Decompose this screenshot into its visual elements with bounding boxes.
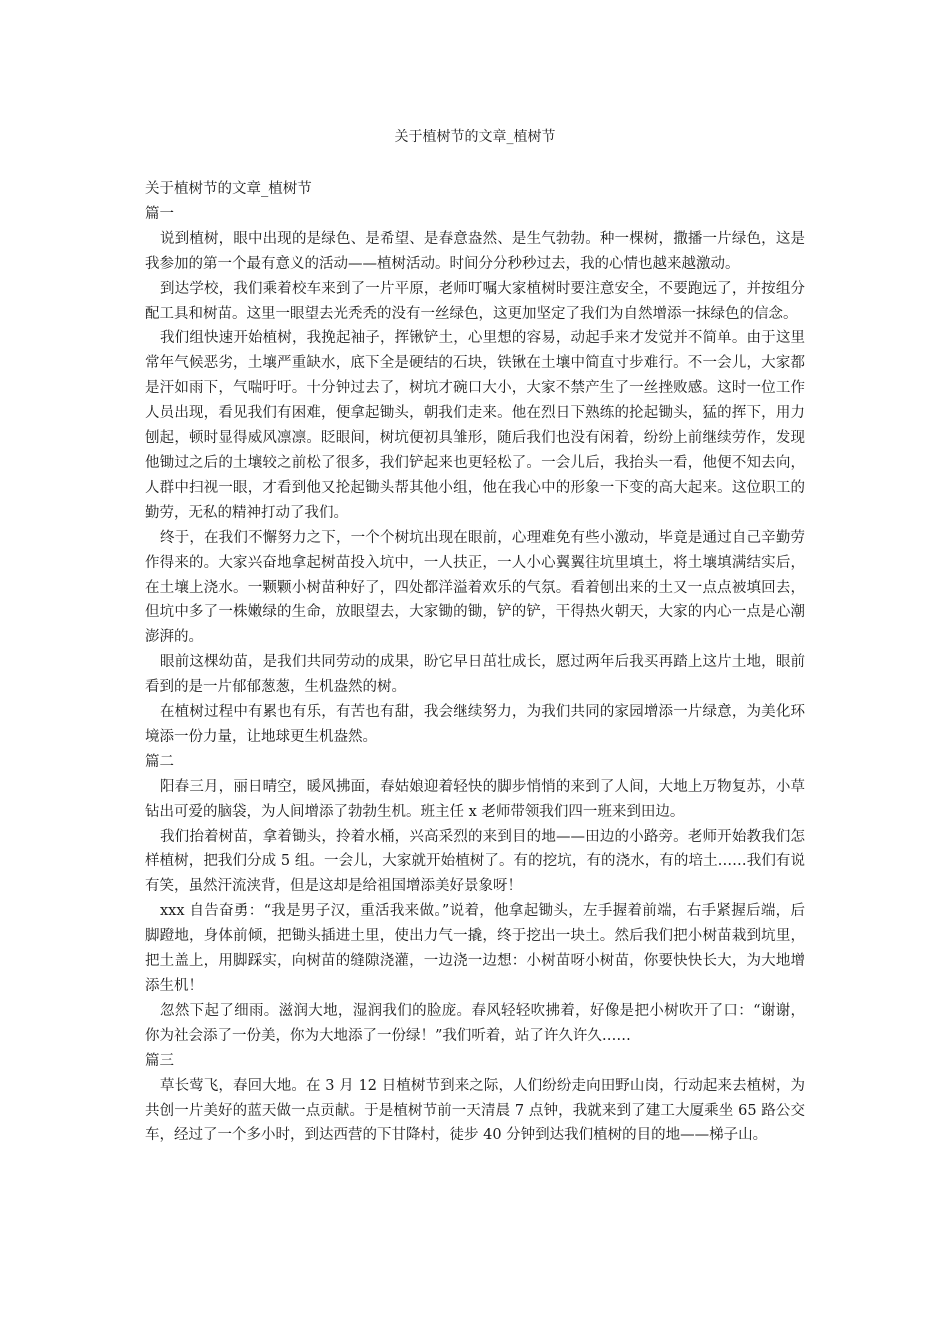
section-label: 篇一 xyxy=(145,205,174,222)
paragraph: 忽然下起了细雨。滋润大地，湿润我们的脸庞。春风轻轻吹拂着，好像是把小树吹开了口：“谢谢，你为社会添了一份美，你为大地添了一份绿！”我们听着，站了许久许久…… xyxy=(145,1002,805,1044)
paragraph: 我们抬着树苗，拿着锄头，拎着水桶，兴高采烈的来到目的地——田边的小路旁。老师开始教我们怎样植树，把我们分成 5 组。一会儿，大家就开始植树了。有的挖坑，有的浇水，有的培土……我们有说有笑，虽然汗流浃背，但是这却是给祖国增添美好景象呀！ xyxy=(145,828,805,895)
paragraph: 阳春三月，丽日晴空，暖风拂面，春姑娘迎着轻快的脚步悄悄的来到了人间，大地上万物复苏，小草钻出可爱的脑袋，为人间增添了勃勃生机。班主任 x 老师带领我们四一班来到田边。 xyxy=(145,778,805,820)
paragraph: 草长莺飞，春回大地。在 3 月 12 日植树节到来之际，人们纷纷走向田野山岗，行动起来去植树，为共创一片美好的蓝天做一点贡献。于是植树节前一天清晨 7 点钟，我就来到了建工大厦乘坐 65 路公交车，经过了一个多小时，到达西营的下甘降村，徒步 40 分钟到达我们植树的目的地——梯子山。 xyxy=(145,1077,805,1144)
section-1 xyxy=(145,202,805,750)
paragraph: xxx 自告奋勇：“我是男子汉，重活我来做。”说着，他拿起锄头，左手握着前端，右手紧握后端，后脚蹬地，身体前倾，把锄头插进土里，使出力气一撬，终于挖出一块土。然后我们把小树苗栽到坑里，把土盖上，用脚踩实，向树苗的缝隙浇灌，一边浇一边想：小树苗呀小树苗，你要快快长大，为大地增添生机！ xyxy=(145,903,805,994)
page-header-title: 关于植树节的文章_植树节 xyxy=(394,129,556,145)
paragraph: 我们组快速开始植树，我挽起袖子，挥锹铲土，心里想的容易，动起手来才发觉并不简单。由于这里常年气候恶劣，土壤严重缺水，底下全是硬结的石块，铁锹在土壤中简直寸步难行。不一会儿，大家都是汗如雨下，气喘吁吁。十分钟过去了，树坑才碗口大小，大家不禁产生了一丝挫败感。这时一位工作人员出现，看见我们有困难，便拿起锄头，朝我们走来。他在烈日下熟练的抡起锄头，猛的挥下，用力刨起，顿时显得威风凛凛。眨眼间，树坑便初具雏形，随后我们也没有闲着，纷纷上前继续劳作，发现他锄过之后的土壤较之前松了很多，我们铲起来也更轻松了。一会儿后，我抬头一看，他便不知去向，人群中扫视一眼，才看到他又抡起锄头帮其他小组，他在我心中的形象一下变的高大起来。这位职工的勤劳，无私的精神打动了我们。 xyxy=(145,330,805,521)
section-2 xyxy=(145,750,805,1049)
section-3 xyxy=(145,1049,805,1149)
paragraph: 在植树过程中有累也有乐，有苦也有甜，我会继续努力，为我们共同的家园增添一片绿意，为美化环境添一份力量，让地球更生机盎然。 xyxy=(145,704,805,745)
document-body xyxy=(145,177,805,1148)
document-title: 关于植树节的文章_植树节 xyxy=(145,181,312,197)
paragraph: 说到植树，眼中出现的是绿色、是希望、是春意盎然、是生气勃勃。种一棵树，撒播一片绿色，这是我参加的第一个最有意义的活动——植树活动。时间分分秒秒过去，我的心情也越来越激动。 xyxy=(145,230,805,272)
paragraph: 到达学校，我们乘着校车来到了一片平原，老师叮嘱大家植树时要注意安全，不要跑远了，并按组分配工具和树苗。这里一眼望去光秃秃的没有一丝绿色，这更加坚定了我们为自然增添一抹绿色的信念。 xyxy=(145,280,805,322)
page-header xyxy=(0,127,950,147)
paragraph: 终于，在我们不懈努力之下，一个个树坑出现在眼前，心理难免有些小激动，毕竟是通过自己辛勤劳作得来的。大家兴奋地拿起树苗投入坑中，一人扶正，一人小心翼翼往坑里填土，将土壤填满结实后，在土壤上浇水。一颗颗小树苗种好了，四处都洋溢着欢乐的气氛。看着刨出来的土又一点点被填回去，但坑中多了一株嫩绿的生命，放眼望去，大家锄的锄，铲的铲，干得热火朝天，大家的内心一点是心潮澎湃的。 xyxy=(145,529,805,646)
section-label: 篇三 xyxy=(145,1052,174,1069)
section-label: 篇二 xyxy=(145,753,174,770)
paragraph: 眼前这棵幼苗，是我们共同劳动的成果，盼它早日茁壮成长，愿过两年后我买再踏上这片土地，眼前看到的是一片郁郁葱葱，生机盎然的树。 xyxy=(145,654,805,696)
